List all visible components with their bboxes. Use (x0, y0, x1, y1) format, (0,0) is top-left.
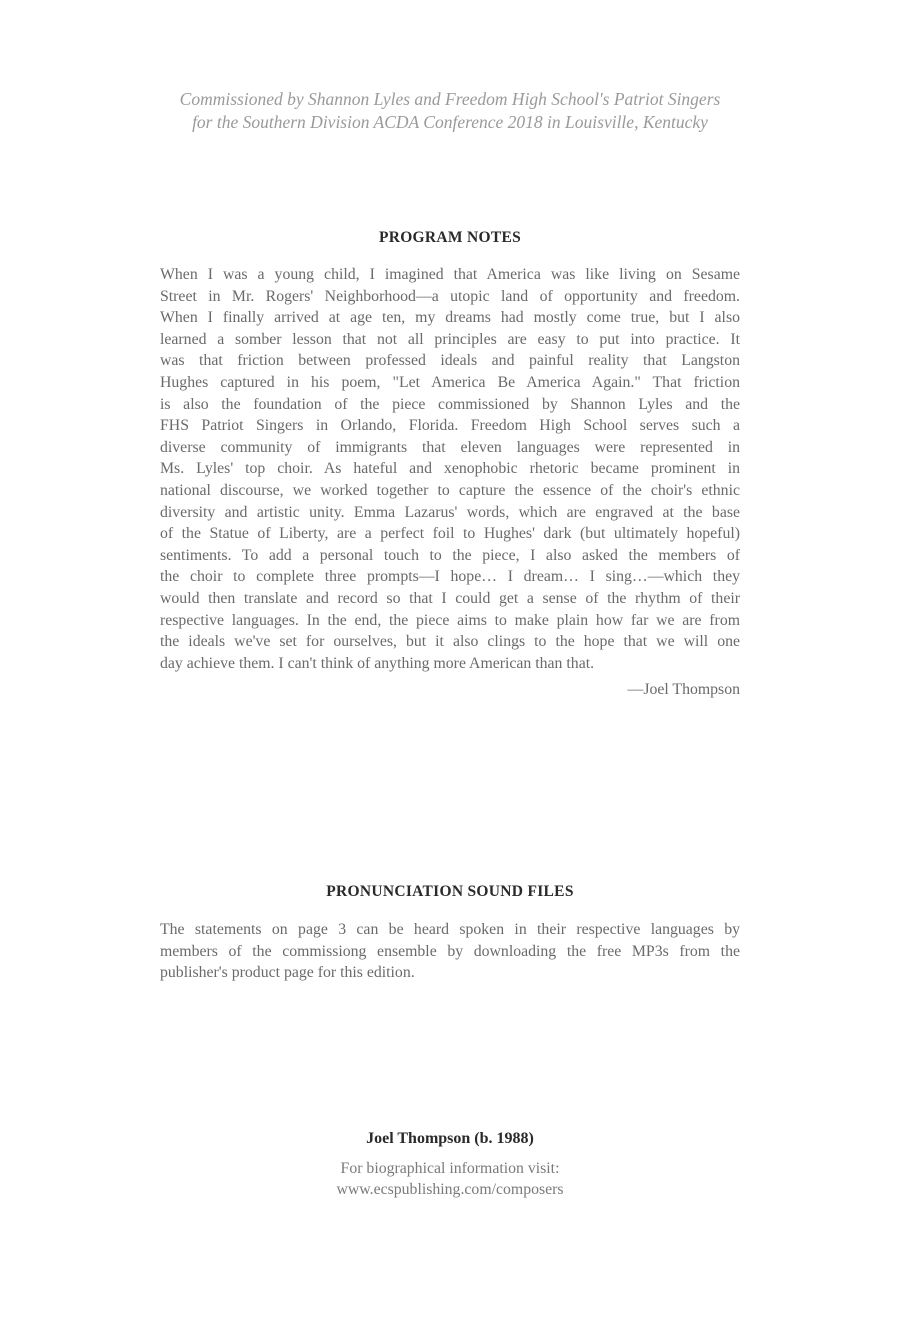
pronunciation-line: The statements on page 3 can be heard spoken in their respective languages by (160, 921, 740, 938)
program-notes-line: When I was a young child, I imagined that America was like living on Sesame (160, 266, 740, 283)
pronunciation-heading: PRONUNCIATION SOUND FILES (326, 883, 574, 900)
bio-label: For biographical information visit: (340, 1160, 560, 1177)
program-notes-heading: PROGRAM NOTES (378, 229, 522, 246)
program-notes-line: diverse community of immigrants that eleven languages were represented in (160, 438, 740, 456)
program-notes-body (160, 264, 740, 674)
pronunciation-body (160, 919, 740, 984)
program-notes-line: of the Statue of Liberty, are a perfect foil to Hughes' dark (but ultimately hopeful) (160, 525, 740, 543)
program-notes-line: day achieve them. I can't think of anything more American than that. (160, 654, 595, 672)
program-notes-line: is also the foundation of the piece commissioned by Shannon Lyles and the (160, 395, 740, 413)
commission-note (100, 88, 800, 134)
commission-line-1: Commissioned by Shannon Lyles and Freedom High School's Patriot Singers (179, 89, 721, 109)
program-notes-line: FHS Patriot Singers in Orlando, Florida. Freedom High School serves such a (160, 417, 740, 435)
pronunciation-line: members of the commissiong ensemble by downloading the free MP3s from the (160, 942, 740, 960)
program-notes-line: sentiments. To add a personal touch to the piece, I also asked the members of (160, 546, 740, 564)
program-notes-line: the ideals we've set for ourselves, but it also clings to the hope that we will one (160, 633, 740, 651)
pronunciation-line: publisher's product page for this edition. (160, 964, 415, 982)
program-notes-line: Hughes captured in his poem, "Let America Be America Again." That friction (160, 373, 740, 391)
program-notes-line: When I finally arrived at age ten, my dreams had mostly come true, but I also (160, 309, 740, 327)
composer-bio (160, 1158, 740, 1200)
program-notes-line: the choir to complete three prompts—I hope… I dream… I sing…—which they (160, 568, 740, 586)
program-notes-line: learned a somber lesson that not all principles are easy to put into practice. It (160, 330, 740, 348)
program-notes-line: was that friction between professed ideals and painful reality that Langston (160, 352, 740, 370)
program-notes-line: respective languages. In the end, the piece aims to make plain how far we are from (160, 611, 740, 629)
program-notes-line: national discourse, we worked together to capture the essence of the choir's ethnic (160, 481, 740, 499)
program-notes-line: diversity and artistic unity. Emma Lazarus' words, which are engraved at the base (160, 503, 740, 521)
program-notes-line: Ms. Lyles' top choir. As hateful and xenophobic rhetoric became prominent in (160, 460, 740, 478)
program-notes-signature: —Joel Thompson (627, 681, 740, 698)
composer-name: Joel Thompson (b. 1988) (366, 1130, 534, 1147)
program-notes-line: would then translate and record so that I could get a sense of the rhythm of their (160, 589, 740, 607)
commission-line-2: for the Southern Division ACDA Conference 2018 in Louisville, Kentucky (192, 112, 708, 132)
program-notes-line: Street in Mr. Rogers' Neighborhood—a utopic land of opportunity and freedom. (160, 287, 740, 305)
bio-url: www.ecspublishing.com/composers (336, 1181, 564, 1198)
